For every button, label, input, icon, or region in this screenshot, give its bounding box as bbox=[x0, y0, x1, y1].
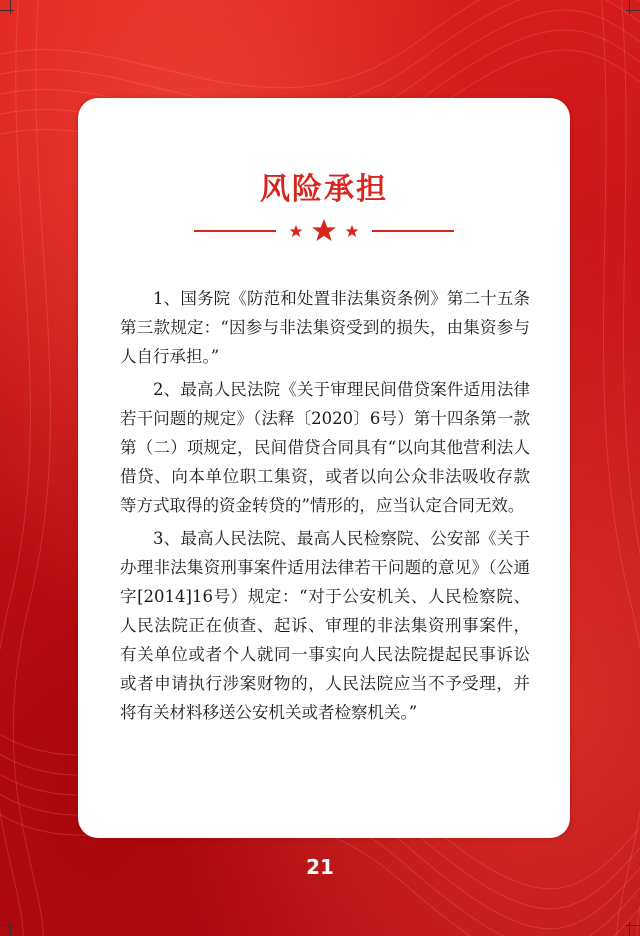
crop-mark bbox=[10, 0, 11, 14]
star-icon bbox=[312, 219, 336, 241]
paragraph-3: 3、最高人民法院、最高人民检察院、公安部《关于办理非法集资刑事案件适用法律若干问题的意见》（公通字[2014]16号）规定：“对于公安机关、人民检察院、人民法院正在侦查、起诉、审理的非法集资刑事案件，有关单位或者个人就同一事实向人民法院提起民事诉讼或者申请执行涉案财物的，人民法院应当不予受理，并将有关材料移送公安机关或者检察机关。” bbox=[120, 529, 530, 722]
crop-mark bbox=[0, 925, 14, 926]
crop-mark bbox=[629, 0, 630, 14]
paragraph-1: 1、国务院《防范和处置非法集资条例》第二十五条第三款规定：“因参与非法集资受到的损失，由集资参与人自行承担。” bbox=[120, 289, 530, 366]
crop-mark bbox=[10, 922, 11, 936]
star-icon bbox=[290, 225, 303, 237]
crop-mark bbox=[629, 922, 630, 936]
crop-mark bbox=[0, 10, 14, 11]
star-icon bbox=[346, 225, 359, 237]
page-title: 风险承担 bbox=[260, 172, 388, 207]
page-number: 21 bbox=[306, 855, 334, 879]
star-divider bbox=[194, 216, 454, 246]
content-card bbox=[78, 98, 570, 838]
paragraph-2: 2、最高人民法院《关于审理民间借贷案件适用法律若干问题的规定》（法释〔2020〕6号）第十四条第一款第（二）项规定，民间借贷合同具有“以向其他营利法人借贷、向本单位职工集资，或者以向公众非法吸收存款等方式取得的资金转贷的”情形的，应当认定合同无效。 bbox=[120, 380, 530, 515]
regulation-text bbox=[120, 284, 530, 731]
